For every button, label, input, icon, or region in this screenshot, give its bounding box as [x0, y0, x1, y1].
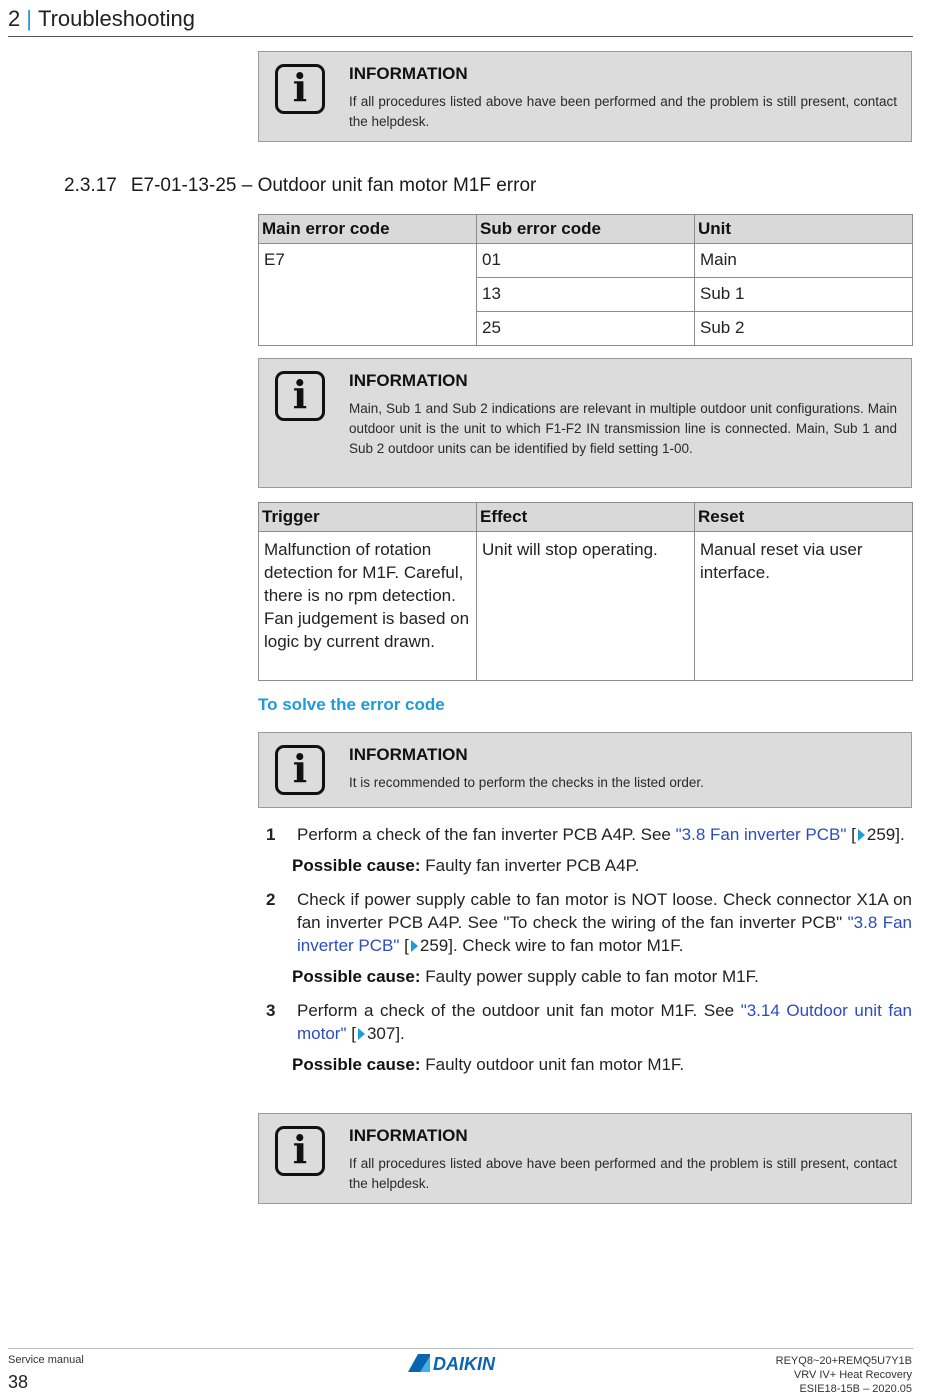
unit-cell: Sub 1 [695, 278, 913, 312]
footer-doc-id: ESIE18-15B – 2020.05 [799, 1383, 912, 1395]
procedure-steps [262, 823, 912, 1076]
error-code-table [258, 214, 913, 346]
trigger-effect-reset-table [258, 502, 913, 681]
information-icon: i [275, 371, 325, 421]
step-text-part: [ [346, 1024, 356, 1043]
outdoor-fan-motor-link[interactable]: "3.14 Outdoor unit fan motor" [297, 1001, 912, 1043]
table-row [259, 244, 913, 278]
daikin-logo-text: DAIKIN [433, 1354, 495, 1374]
page-reference: 259 [866, 825, 896, 844]
possible-cause [292, 965, 912, 988]
header-rule [8, 36, 913, 37]
fan-inverter-pcb-link[interactable]: "3.8 Fan inverter PCB" [297, 913, 913, 955]
unit-cell: Sub 2 [695, 312, 913, 346]
page-header [8, 4, 195, 34]
step-text [297, 823, 912, 846]
info-title: INFORMATION [349, 1126, 468, 1145]
step-text [297, 888, 912, 957]
table-header-row [259, 503, 913, 532]
step-text-part: ]. [395, 1024, 405, 1043]
sub-code-cell: 13 [477, 278, 695, 312]
header-main-error-code: Main error code [259, 215, 477, 244]
section-number: 2.3.17 [64, 175, 117, 196]
step-text-part: ]. Check wire to fan motor M1F. [448, 936, 684, 955]
unit-cell: Main [695, 244, 913, 278]
cause-label: Possible cause: [292, 856, 421, 875]
step-number: 1 [266, 825, 276, 844]
solve-heading: To solve the error code [258, 695, 445, 714]
cause-text: Faulty power supply cable to fan motor M1F. [425, 967, 759, 986]
footer-doc-type: Service manual [8, 1354, 84, 1366]
info-title: INFORMATION [349, 64, 468, 83]
page-number: 38 [8, 1372, 29, 1392]
possible-cause [292, 1053, 912, 1076]
main-error-code-cell: E7 [259, 244, 477, 346]
sub-code-cell: 25 [477, 312, 695, 346]
step-text-part: [ [846, 825, 856, 844]
info-text: If all procedures listed above have been performed and the problem is still present, contact the helpdesk. [349, 94, 897, 129]
cause-label: Possible cause: [292, 1055, 421, 1074]
header-trigger: Trigger [259, 503, 477, 532]
footer-rule [8, 1348, 913, 1349]
step-text-part: Perform a check of the fan inverter PCB A4P. See [297, 825, 676, 844]
fan-inverter-pcb-link[interactable]: "3.8 Fan inverter PCB" [675, 825, 847, 844]
info-text: It is recommended to perform the checks in the listed order. [349, 775, 704, 790]
step-item [262, 888, 912, 988]
page-reference: 307 [366, 1024, 396, 1043]
table-row [259, 532, 913, 681]
chapter-title: Troubleshooting [37, 6, 195, 31]
header-reset: Reset [695, 503, 913, 532]
page-reference-icon [358, 1028, 365, 1040]
cause-label: Possible cause: [292, 967, 421, 986]
footer-product: VRV IV+ Heat Recovery [793, 1369, 912, 1381]
step-text-part: [ [399, 936, 409, 955]
step-text [297, 999, 912, 1045]
step-text-part: Perform a check of the outdoor unit fan motor M1F. See [297, 1001, 741, 1020]
page-reference: 259 [419, 936, 449, 955]
step-item [262, 999, 912, 1076]
chapter-number: 2 [8, 6, 21, 31]
trigger-cell: Malfunction of rotation detection for M1F. Careful, there is no rpm detection. Fan judgement is based on logic by current drawn. [259, 532, 477, 681]
section-title [64, 175, 536, 197]
step-number: 2 [266, 890, 276, 909]
step-number: 3 [266, 1001, 276, 1020]
cause-text: Faulty fan inverter PCB A4P. [425, 856, 640, 875]
step-item [262, 823, 912, 877]
info-box-order [258, 732, 912, 808]
step-text-part: Check if power supply cable to fan motor is NOT loose. Check connector X1A on fan inverter PCB A4P. See "To check the wiring of the fan inverter PCB" [297, 890, 912, 932]
header-sub-error-code: Sub error code [477, 215, 695, 244]
effect-cell: Unit will stop operating. [477, 532, 695, 681]
info-title: INFORMATION [349, 371, 468, 390]
possible-cause [292, 854, 912, 877]
info-title: INFORMATION [349, 745, 468, 764]
sub-code-cell: 01 [477, 244, 695, 278]
table-header-row [259, 215, 913, 244]
information-icon: i [275, 1126, 325, 1176]
daikin-logo [408, 1352, 512, 1374]
info-box-top [258, 51, 912, 142]
header-unit: Unit [695, 215, 913, 244]
information-icon: i [275, 64, 325, 114]
cause-text: Faulty outdoor unit fan motor M1F. [425, 1055, 685, 1074]
reset-cell: Manual reset via user interface. [695, 532, 913, 681]
info-text: If all procedures listed above have been performed and the problem is still present, contact the helpdesk. [349, 1156, 897, 1191]
page-reference-icon [411, 940, 418, 952]
footer-right-block [776, 1354, 912, 1396]
footer-model: REYQ8~20+REMQ5U7Y1B [775, 1355, 912, 1367]
step-text-part: ]. [895, 825, 905, 844]
header-effect: Effect [477, 503, 695, 532]
info-text: Main, Sub 1 and Sub 2 indications are relevant in multiple outdoor unit configurations. Main outdoor unit is the unit to which F1-F2 IN transmission line is connected. Main, Sub 1 and Sub 2 outdoor units can be identified by field setting 1-00. [349, 401, 897, 456]
info-box-units [258, 358, 912, 488]
header-separator: | [26, 6, 32, 31]
info-box-bottom [258, 1113, 912, 1204]
page-reference-icon [858, 829, 865, 841]
section-heading: E7-01-13-25 – Outdoor unit fan motor M1F error [130, 175, 537, 196]
information-icon: i [275, 745, 325, 795]
